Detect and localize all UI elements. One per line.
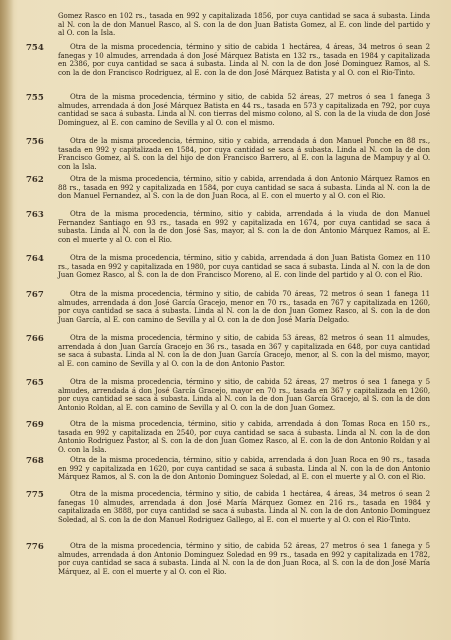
entry-number: 763: [26, 210, 44, 220]
entry-number: 762: [26, 175, 44, 185]
entry-text: Otra de la misma procedencia, término, sitio y cabida, arrendada á don Tomas Roca en 150 rs., tasada en 992 y capitalizada en 2540, por cuya cantidad se saca á subasta. Linda al N. con la de don Antonio Rodriguez Pastor, al S. con la de don Juan Gomez Rasco, al E. con la de don Antonio Roldan y al O. con la Isla.: [58, 420, 430, 454]
entry-text: Otra de la misma procedencia, término y sitio de cabida 1 hectárea, 4 áreas, 34 metros ó sean 2 fanegas y 10 almudes, arrendada á don José Márquez Batista en 132 rs., tasada en 1984 y capitalizada en 2386, por cuya cantidad se saca á subasta. Linda al N. con la de don José Dominguez Ramos, al S. con la de don Francisco Rodriguez, al E. con la de don José Márquez Batista y al O. con el Rio-Tinto.: [58, 43, 430, 77]
entry-number: 768: [26, 456, 44, 466]
entry-text: Otra de la misma procedencia, término, sitio y cabida, arrendada á don Manuel Ponche en 88 rs., tasada en 992 y capitalizada en 1584, por cuya cantidad se saca á subasta. Linda al N. con la de don Francisco Gomez, al S. con la del hijo de don Francisco Barrero, al E. con la laguna de Mampuy y al O. con la Isla.: [58, 137, 430, 171]
entry-number: 769: [26, 420, 44, 430]
entry-text: Gomez Rasco en 102 rs., tasada en 992 y capitalizada 1856, por cuya cantidad se saca á subasta. Linda al N. con la de don Manuel Rasco, al S. con la de don Juan Batista Gomez, al E. con linde del partido y al O. con la Isla.: [58, 12, 430, 38]
entry-text: Otra de la misma procedencia, término y sitio, de cabida 52 áreas, 27 metros ó sea 1 fanega y 5 almudes, arrendada á don Antonio Dominguez Soledad en 99 rs., tasada en 992 y capitalizada en 1782, por cuya cantidad se saca á subasta. Linda al N. con la de don Juan Roca, al S. con la de don José María Márquez, al E. con el muerte y al O. con el Rio.: [58, 542, 430, 576]
entry-number: 756: [26, 137, 44, 147]
entry-text: Otra de la misma procedencia, término, sitio y cabida, arrendada á don Antonio Márquez Ramos en 88 rs., tasada en 992 y capitalizada en 1584, por cuya cantidad se saca á subasta. Linda al N. con la de don Manuel Fernandez, al S. con la de don Juan Roca, al E. con el muerto y al O. con el Rio.: [58, 175, 430, 201]
entry-text: Otra de la misma procedencia, término y sitio, de cabida 52 áreas, 27 metros ó sea 1 fanega 3 almudes, arrendada á don José Márquez Batista en 44 rs., tasada en 573 y capitalizada en 792, por cuya cantidad se saca á subasta. Linda al N. con tierras del mismo colono, al S. con la de la viuda de don José Dominguez, al E. con camino de Sevilla y al O. con el mismo.: [58, 93, 430, 127]
entry-number: 764: [26, 254, 44, 264]
entry-text: Otra de la misma procedencia, término, sitio y cabida, arrendada á la viuda de don Manuel Fernandez Santiago en 93 rs., tasada en 992 y capitalizada en 1674, por cuya cantidad se saca á subasta. Linda al N. con la de don José Sas, mayor, al S. con la de don Antonio Márquez Ramos, al E. con el muerte y al O. con el Rio.: [58, 210, 430, 244]
entry-number: 766: [26, 334, 44, 344]
entry-text: Otra de la misma procedencia, término y sitio, de cabida 1 hectárea, 4 áreas, 34 metros ó sean 2 fanegas 10 almudes, arrendada á don José María Márquez Gomez en 216 rs., tasada en 1984 y capitalizada en 3888, por cuya cantidad se saca á subasta. Linda al N. con la de don Antonio Dominguez Soledad, al S. con la de don Manuel Rodriguez Gallego, al E. con el muerte y al O. con el Rio-Tinto.: [58, 490, 430, 524]
entry-number: 776: [26, 542, 44, 552]
entry-number: 754: [26, 43, 44, 53]
entry-number: 765: [26, 378, 44, 388]
entry-number: 767: [26, 290, 44, 300]
entry-number: 755: [26, 93, 44, 103]
entry-number: 775: [26, 490, 44, 500]
entry-text: Otra de la misma procedencia, término y sitio, de cabida 53 áreas, 82 metros ó sean 11 almudes, arrendada á don Juan García Gracejo en 36 rs., tasada en 367 y capitalizada en 648, por cuya cantidad se saca á subasta. Linda al N. con la de don Juan García Gracejo, menor, al S. con la del mismo, mayor, al E. con camino de Sevilla y al O. con la de don Antonio Pastor.: [58, 334, 430, 368]
page-edge-stain: [0, 0, 14, 640]
entry-text: Otra de la misma procedencia, término, sitio y cabida, arrendada á don Juan Batista Gomez en 110 rs., tasada en 992 y capitalizada en 1980, por cuya cantidad se saca á subasta. Linda al N. con la de don Juan Gomez Rasco, al S. con la de don Francisco Moreno, al E. con linde del partido y al O. con el Rio.: [58, 254, 430, 280]
entry-text: Otra de la misma procedencia, término y sitio, de cabida 52 áreas, 27 metros ó sea 1 fanega y 5 almudes, arrendada á don José García Gracejo, mayor en 70 rs., tasada en 367 y capitalizada en 1260, por cuya cantidad se saca á subasta. Linda al N. con la de don Juan García Gracejo, al S. con la de don Antonio Roldan, al E. con camino de Sevilla y al O. con la de don Juan Gomez.: [58, 378, 430, 412]
entry-text: Otra de la misma procedencia, término y sitio, de cabida 70 áreas, 72 metros ó sean 1 fanega 11 almudes, arrendada á don José García Gracejo, menor en 70 rs., tasada en 767 y capitalizada en 1260, por cuya cantidad se saca á subasta. Linda al N. con la de don Juan Gomez Rasco, al S. con la de don Juan García, al E. con camino de Sevilla y al O. con la de don José María Delgado.: [58, 290, 430, 324]
entry-text: Otra de la misma procedencia, término, sitio y cabida, arrendada á don Juan Roca en 90 rs., tasada en 992 y capitalizada en 1620, por cuya cantidad se saca á subasta. Linda al N. con la de don Antonio Márquez Ramos, al S. con la de don Antonio Dominguez Soledad, al E. con el muerte y al O. con el Rio.: [58, 456, 430, 482]
